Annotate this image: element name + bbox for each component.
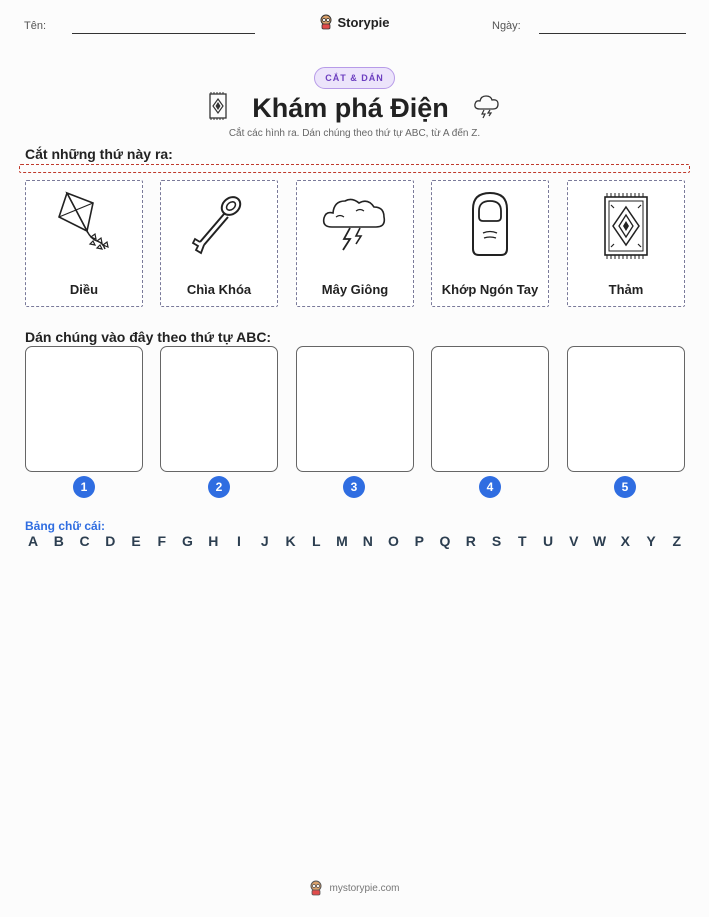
cut-card-key[interactable] (160, 180, 278, 307)
kite-icon (45, 187, 125, 267)
storm-cloud-icon (472, 93, 502, 119)
cut-card-rug[interactable] (567, 180, 685, 307)
alphabet-letter: Q (439, 533, 451, 549)
name-line[interactable] (72, 33, 255, 34)
slot-number-badge: 3 (343, 476, 365, 498)
paste-slot-3[interactable] (296, 346, 414, 472)
name-label: Tên: (24, 20, 47, 32)
alphabet-letter: O (388, 533, 399, 549)
alphabet-letter: A (27, 533, 39, 549)
alphabet-letter: L (311, 533, 321, 549)
alphabet-letter: V (569, 533, 579, 549)
knuckle-icon (451, 187, 531, 267)
footer-link[interactable]: mystorypie.com (329, 882, 400, 894)
alphabet-letter: G (182, 533, 193, 549)
card-label: Thảm (608, 282, 644, 297)
title-text: Khám phá Điện (252, 93, 449, 123)
date-line[interactable] (539, 33, 686, 34)
alphabet-letter: T (517, 533, 527, 549)
alphabet-letter: J (260, 533, 269, 549)
rug-icon (587, 187, 667, 267)
paste-slot-5[interactable] (567, 346, 685, 472)
alphabet-letter: K (285, 533, 296, 549)
storypie-mascot-icon (319, 14, 333, 30)
alphabet-letter: I (237, 533, 241, 549)
activity-badge: CẮT & DÁN (314, 67, 395, 89)
alphabet-letter: N (362, 533, 373, 549)
alphabet-letter: Z (672, 533, 682, 549)
page-title (0, 91, 709, 124)
alphabet-letter: S (491, 533, 502, 549)
brand-name: Storypie (337, 14, 390, 30)
alphabet-letter: D (105, 533, 116, 549)
alphabet-heading: Bảng chữ cái: (25, 519, 106, 533)
alphabet-letter: Y (646, 533, 656, 549)
paste-slot-2[interactable] (160, 346, 278, 472)
storypie-mascot-icon (309, 880, 323, 896)
card-label: Khớp Ngón Tay (441, 282, 539, 297)
alphabet-letter: H (208, 533, 219, 549)
cut-heading: Cắt những thứ này ra: (25, 146, 173, 162)
card-label: Chìa Khóa (186, 282, 252, 297)
cut-guide-line (19, 164, 690, 173)
brand-logo (0, 14, 709, 30)
card-label: Mây Giông (321, 282, 389, 297)
slot-number-badge: 2 (208, 476, 230, 498)
paste-slot-1[interactable] (25, 346, 143, 472)
slot-number-badge: 4 (479, 476, 501, 498)
alphabet-letter: F (157, 533, 167, 549)
alphabet-row (25, 533, 685, 549)
paste-slot-4[interactable] (431, 346, 549, 472)
instructions: Cắt các hình ra. Dán chúng theo thứ tự ABC, từ A đến Z. (228, 128, 481, 139)
alphabet-letter: E (131, 533, 141, 549)
cut-card-kite[interactable] (25, 180, 143, 307)
alphabet-letter: U (542, 533, 554, 549)
storm-cloud-icon (316, 187, 396, 267)
slot-number-badge: 5 (614, 476, 636, 498)
date-label: Ngày: (492, 20, 521, 32)
alphabet-letter: W (592, 533, 607, 549)
slot-number-badge: 1 (73, 476, 95, 498)
footer (0, 880, 709, 896)
alphabet-letter: C (79, 533, 90, 549)
rug-icon (207, 91, 229, 121)
alphabet-letter: R (465, 533, 476, 549)
alphabet-letter: P (414, 533, 424, 549)
alphabet-letter: M (336, 533, 348, 549)
card-label: Diều (69, 282, 99, 297)
cut-card-knuckle[interactable] (431, 180, 549, 307)
alphabet-letter: X (620, 533, 630, 549)
paste-heading: Dán chúng vào đây theo thứ tự ABC: (25, 329, 272, 345)
cut-card-storm-cloud[interactable] (296, 180, 414, 307)
alphabet-letter: B (53, 533, 64, 549)
key-icon (180, 187, 260, 267)
